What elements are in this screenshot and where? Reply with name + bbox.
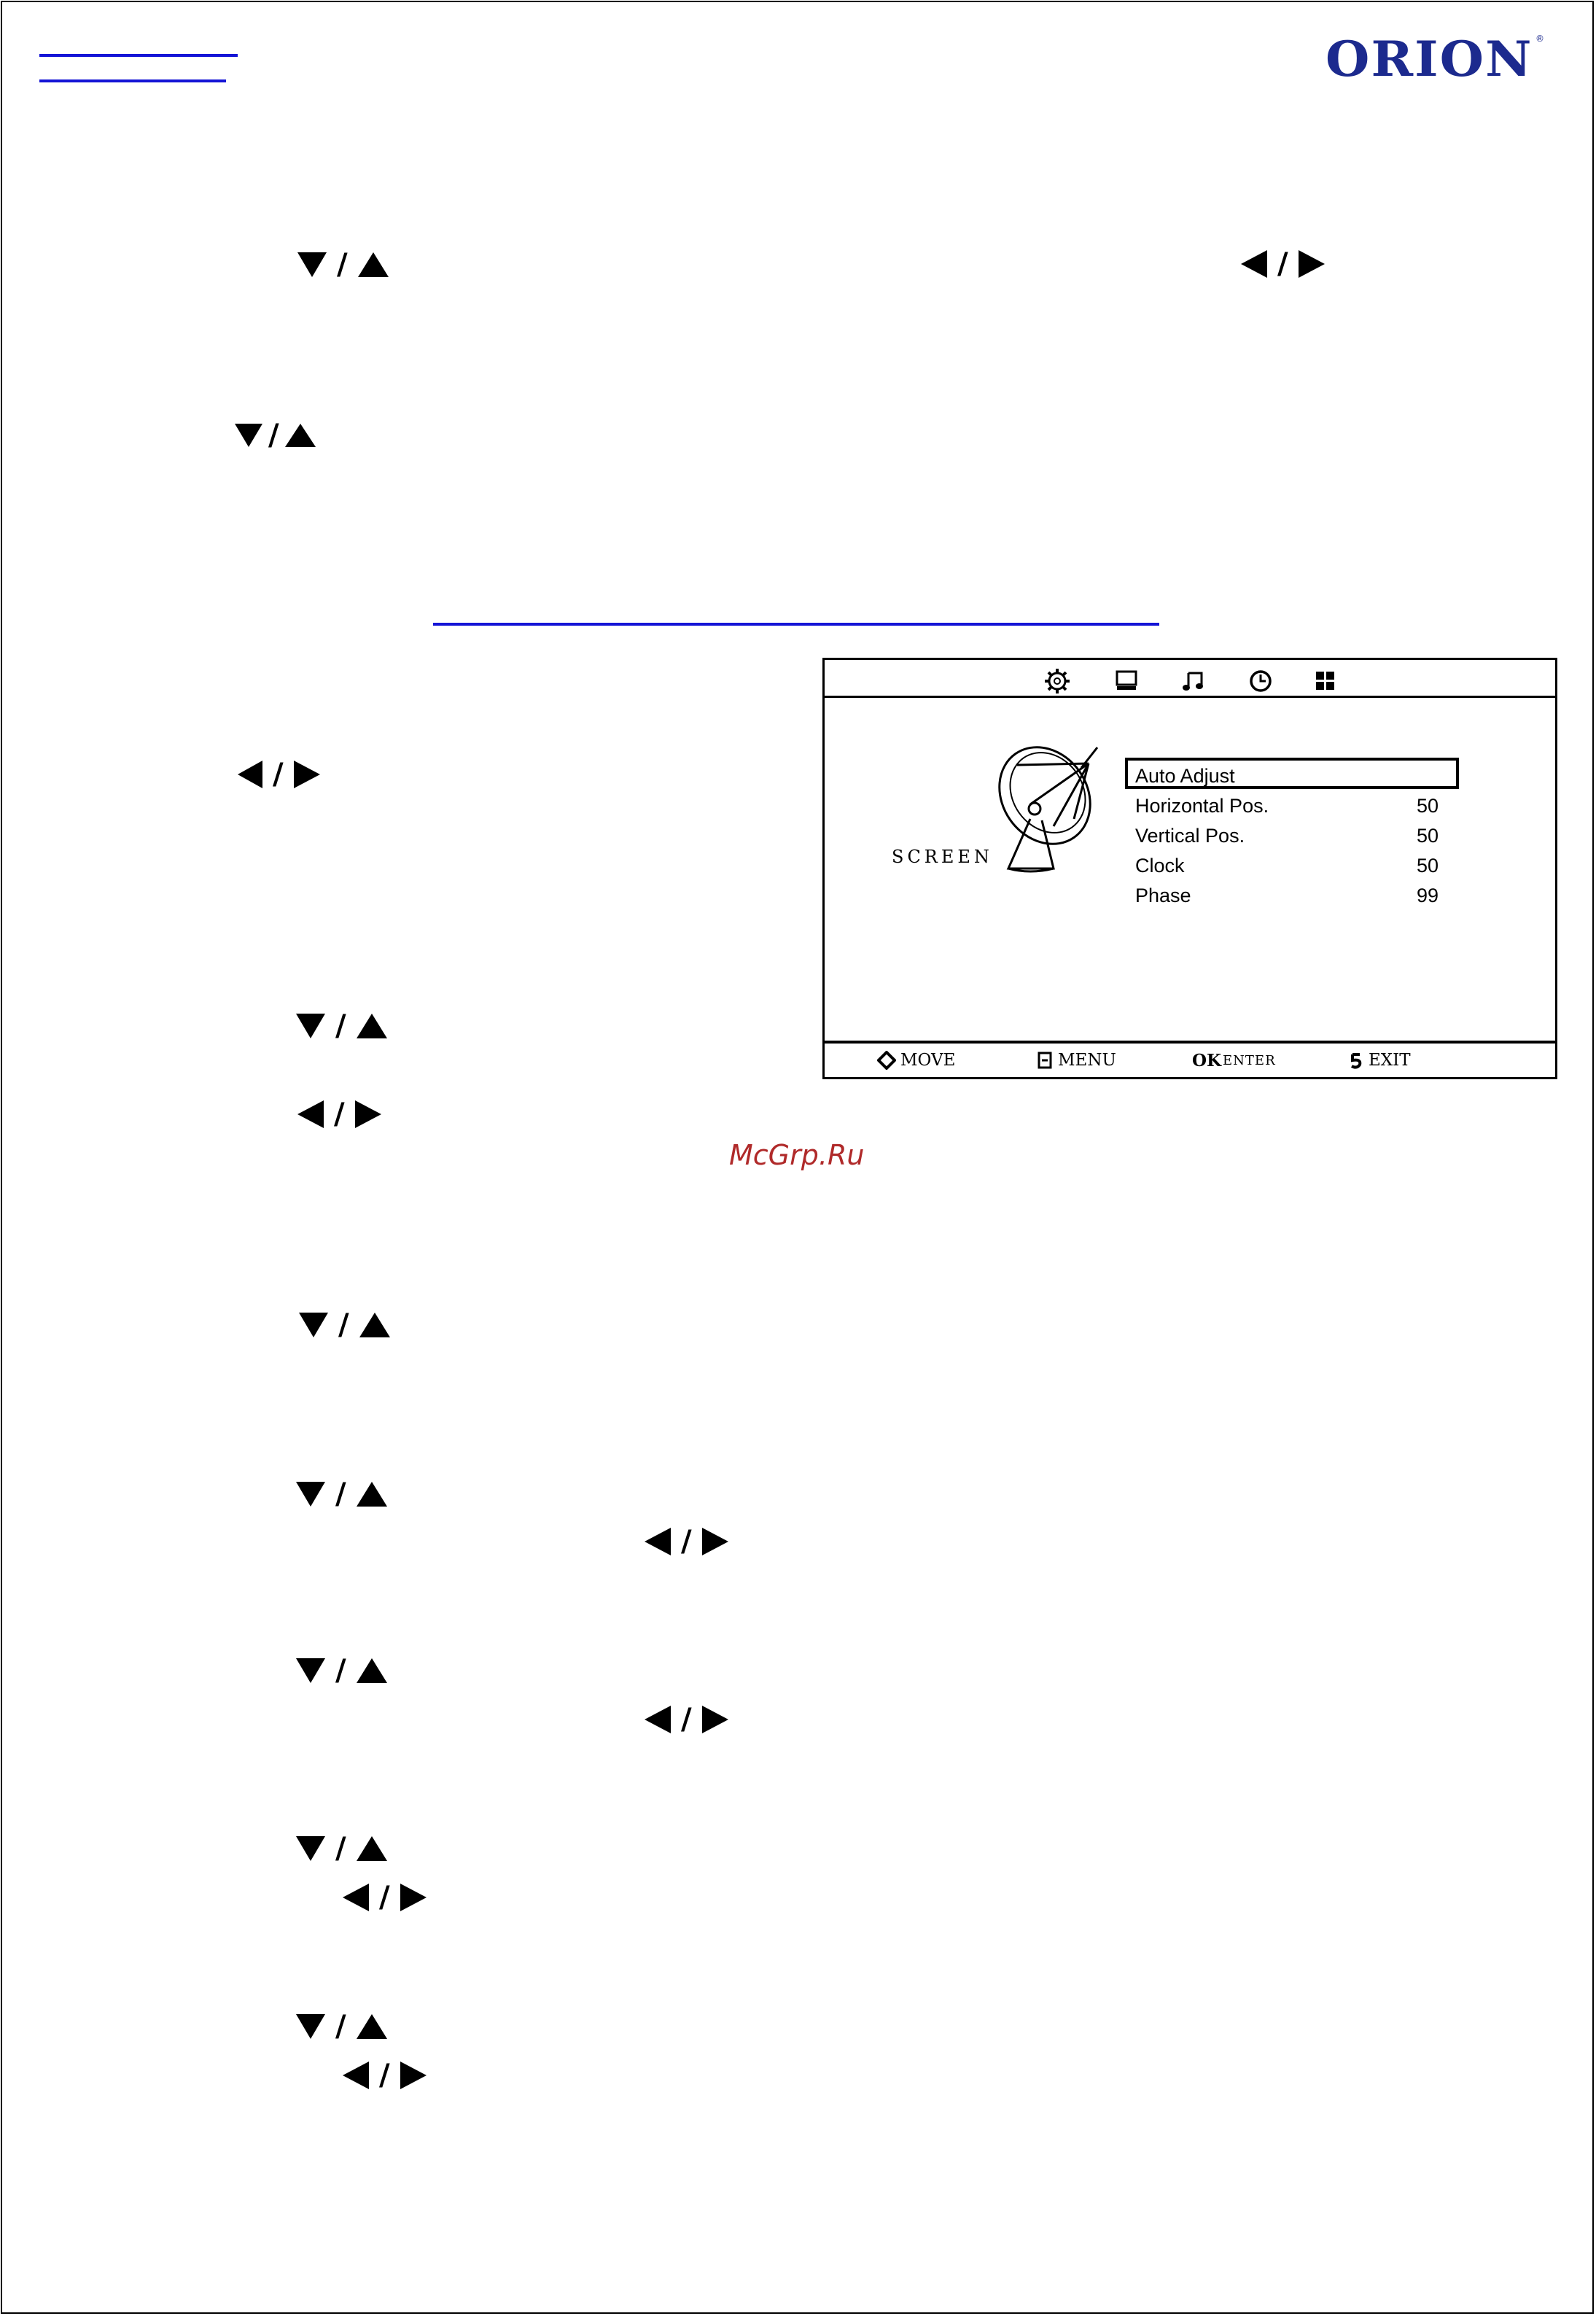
osd-side-label: SCREEN xyxy=(892,847,993,867)
menu-item-vertical-pos[interactable] xyxy=(1125,821,1548,851)
slash-separator: / xyxy=(681,1525,692,1558)
down-up-arrows xyxy=(296,1477,387,1511)
osd-footer-bar xyxy=(825,1041,1555,1077)
down-arrow-icon xyxy=(296,1658,325,1683)
down-up-arrows xyxy=(296,2012,387,2041)
gear-icon[interactable] xyxy=(1040,667,1074,695)
up-arrow-icon xyxy=(357,1836,387,1861)
down-arrow-icon xyxy=(297,252,327,277)
left-right-arrows xyxy=(238,760,320,789)
monitor-icon[interactable] xyxy=(1115,670,1138,692)
right-arrow-icon xyxy=(702,1528,728,1555)
right-arrow-icon xyxy=(355,1100,381,1128)
slash-separator: / xyxy=(379,1881,390,1914)
footer-exit xyxy=(1350,1051,1411,1070)
osd-tab-bar xyxy=(825,660,1555,698)
up-arrow-icon xyxy=(357,1658,387,1683)
orion-logo: ORION xyxy=(1326,31,1533,88)
slash-separator: / xyxy=(335,1477,346,1511)
up-arrow-icon xyxy=(357,2014,387,2039)
footer-menu xyxy=(1038,1051,1116,1070)
footer-enter-label: ENTER xyxy=(1223,1053,1276,1068)
menu-item-value: 99 xyxy=(1417,885,1439,906)
up-arrow-icon xyxy=(357,1014,387,1038)
grid-icon[interactable] xyxy=(1315,670,1336,692)
clock-icon[interactable] xyxy=(1247,669,1274,693)
menu-item-value: 50 xyxy=(1417,825,1439,847)
left-right-arrows xyxy=(645,1527,728,1556)
left-right-arrows xyxy=(645,1705,728,1734)
menu-item-clock[interactable] xyxy=(1125,851,1548,881)
footer-menu-label: MENU xyxy=(1058,1051,1116,1070)
up-arrow-icon xyxy=(285,424,316,447)
footer-move-label: MOVE xyxy=(900,1051,956,1070)
right-arrow-icon xyxy=(400,2062,427,2089)
menu-key-icon xyxy=(1038,1052,1054,1069)
menu-item-label: Clock xyxy=(1135,855,1185,877)
down-arrow-icon xyxy=(296,1014,325,1038)
left-arrow-icon xyxy=(343,2062,369,2089)
down-up-arrows xyxy=(296,1656,387,1685)
osd-menu-list xyxy=(1125,758,1548,911)
slash-separator: / xyxy=(335,1832,346,1865)
up-arrow-icon xyxy=(359,1313,390,1337)
down-arrow-icon xyxy=(235,424,262,447)
left-arrow-icon xyxy=(645,1528,671,1555)
footer-ok-label: OK xyxy=(1192,1051,1222,1070)
menu-item-label: Auto Adjust xyxy=(1135,765,1235,787)
section-heading-underline[interactable] xyxy=(433,623,1159,626)
watermark: McGrp.Ru xyxy=(729,1139,865,1171)
left-arrow-icon xyxy=(645,1706,671,1733)
slash-separator: / xyxy=(379,2059,390,2092)
slash-separator: / xyxy=(335,1009,346,1043)
slash-separator: / xyxy=(335,2010,346,2043)
left-right-arrows xyxy=(297,1097,381,1131)
menu-item-label: Horizontal Pos. xyxy=(1135,795,1269,817)
left-arrow-icon xyxy=(343,1884,369,1911)
footer-move xyxy=(877,1051,955,1070)
down-up-arrows xyxy=(296,1011,387,1041)
down-up-arrows xyxy=(297,250,389,279)
menu-item-label: Vertical Pos. xyxy=(1135,825,1245,847)
right-arrow-icon xyxy=(1299,250,1325,278)
left-right-arrows xyxy=(1241,249,1325,279)
menu-item-value: 50 xyxy=(1417,795,1439,817)
slash-separator: / xyxy=(1277,247,1288,281)
up-arrow-icon xyxy=(357,1482,387,1507)
osd-screen-menu xyxy=(822,658,1557,1079)
move-diamond-icon xyxy=(877,1051,896,1070)
footer-exit-label: EXIT xyxy=(1369,1051,1411,1070)
slash-separator: / xyxy=(337,248,348,281)
down-arrow-icon xyxy=(299,1313,328,1337)
slash-separator: / xyxy=(273,758,284,791)
slash-separator: / xyxy=(338,1308,349,1342)
registered-mark: ® xyxy=(1535,34,1544,44)
menu-item-auto-adjust[interactable] xyxy=(1125,758,1459,789)
left-arrow-icon xyxy=(238,761,262,788)
right-arrow-icon xyxy=(702,1706,728,1733)
menu-item-label: Phase xyxy=(1135,885,1191,906)
down-arrow-icon xyxy=(296,2014,325,2039)
right-arrow-icon xyxy=(294,761,320,788)
menu-item-phase[interactable] xyxy=(1125,881,1548,911)
music-note-icon[interactable] xyxy=(1182,670,1205,692)
down-up-arrows xyxy=(235,421,316,450)
down-up-arrows xyxy=(296,1834,387,1863)
slash-separator: / xyxy=(268,419,279,452)
menu-item-value: 50 xyxy=(1417,855,1439,877)
left-arrow-icon xyxy=(1241,250,1267,278)
return-icon xyxy=(1350,1052,1364,1069)
satellite-dish-icon xyxy=(986,739,1116,877)
down-arrow-icon xyxy=(296,1836,325,1861)
up-arrow-icon xyxy=(358,252,389,277)
header-link-underline-1[interactable] xyxy=(39,54,238,57)
down-arrow-icon xyxy=(296,1482,325,1507)
left-right-arrows xyxy=(343,1883,427,1912)
down-up-arrows xyxy=(299,1310,390,1340)
menu-item-horizontal-pos[interactable] xyxy=(1125,791,1548,821)
header-link-underline-2[interactable] xyxy=(39,79,226,82)
slash-separator: / xyxy=(334,1097,345,1131)
left-arrow-icon xyxy=(297,1100,324,1128)
footer-ok-enter xyxy=(1192,1051,1276,1070)
right-arrow-icon xyxy=(400,1884,427,1911)
slash-separator: / xyxy=(335,1654,346,1687)
left-right-arrows xyxy=(343,2061,427,2090)
slash-separator: / xyxy=(681,1703,692,1736)
